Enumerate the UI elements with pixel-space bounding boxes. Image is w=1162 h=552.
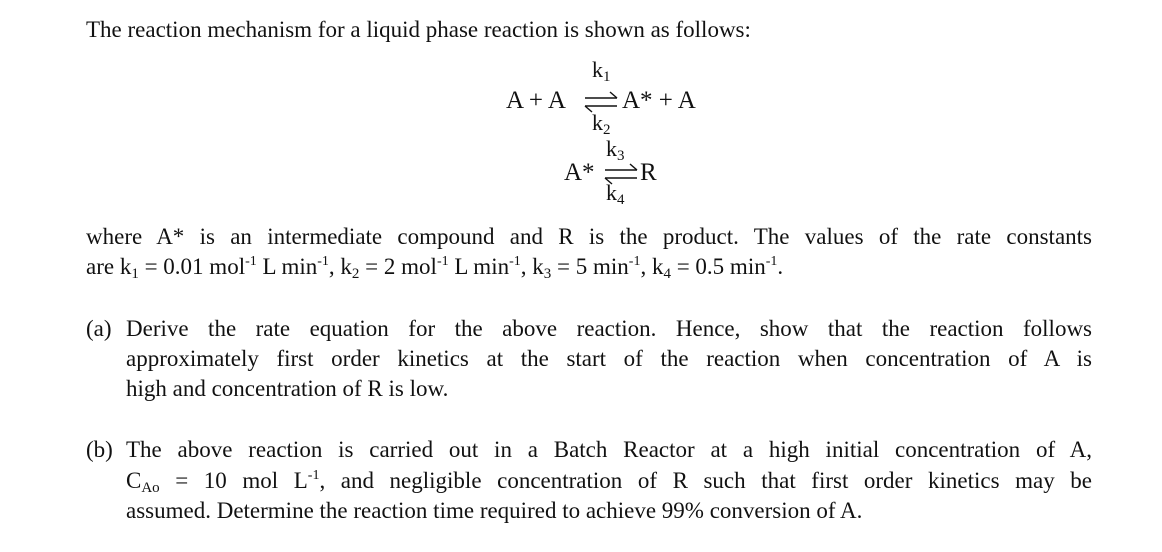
part-b-line-3: assumed. Determine the reaction time required to achieve 99% conversion of A. xyxy=(126,498,863,523)
part-a-line-1: Derive the rate equation for the above reaction. Hence, show that the reaction follows xyxy=(126,316,1092,341)
part-a-label: (a) xyxy=(86,316,112,341)
reaction1-left: A + A xyxy=(506,87,566,114)
where-line-1: where A* is an intermediate compound and R is the product. The values of the rate constants xyxy=(86,224,1092,249)
part-a-line-2: approximately first order kinetics at the start of the reaction when concentration of A is xyxy=(126,346,1092,371)
rate-constant-k2: $k_2$ xyxy=(592,110,611,138)
rate-constant-k1: $k_1$ xyxy=(592,57,611,85)
rate-constant-k4: $k_4$ xyxy=(606,180,625,208)
intro-text: The reaction mechanism for a liquid phase reaction is shown as follows: xyxy=(86,17,751,42)
rate-constant-k3: $k_3$ xyxy=(606,136,625,164)
reaction1-right: A* + A xyxy=(622,87,696,114)
reaction2-left: A* xyxy=(564,159,595,186)
rate-constants-values: are $k_1 = 0.01$ mol$^{-1}$ L $\min^{-1}$, $k_2 = 2$ mol$^{-1}$ L $\min^{-1}$, $k_3 = 5$ $\min^{-1}$, $k_4 = 0.5$ $\min^{-1}$. xyxy=(86,254,784,282)
part-b-label: (b) xyxy=(86,437,113,462)
part-b-line-2: $C_{Ao} = 10$ mol $L^{-1}$, and negligible concentration of R such that first order kinetics may be xyxy=(126,468,1092,496)
part-a-line-3: high and concentration of R is low. xyxy=(126,376,449,401)
reaction2-right: R xyxy=(640,159,657,186)
part-b-line-1: The above reaction is carried out in a Batch Reactor at a high initial concentration of A, xyxy=(126,437,1092,462)
